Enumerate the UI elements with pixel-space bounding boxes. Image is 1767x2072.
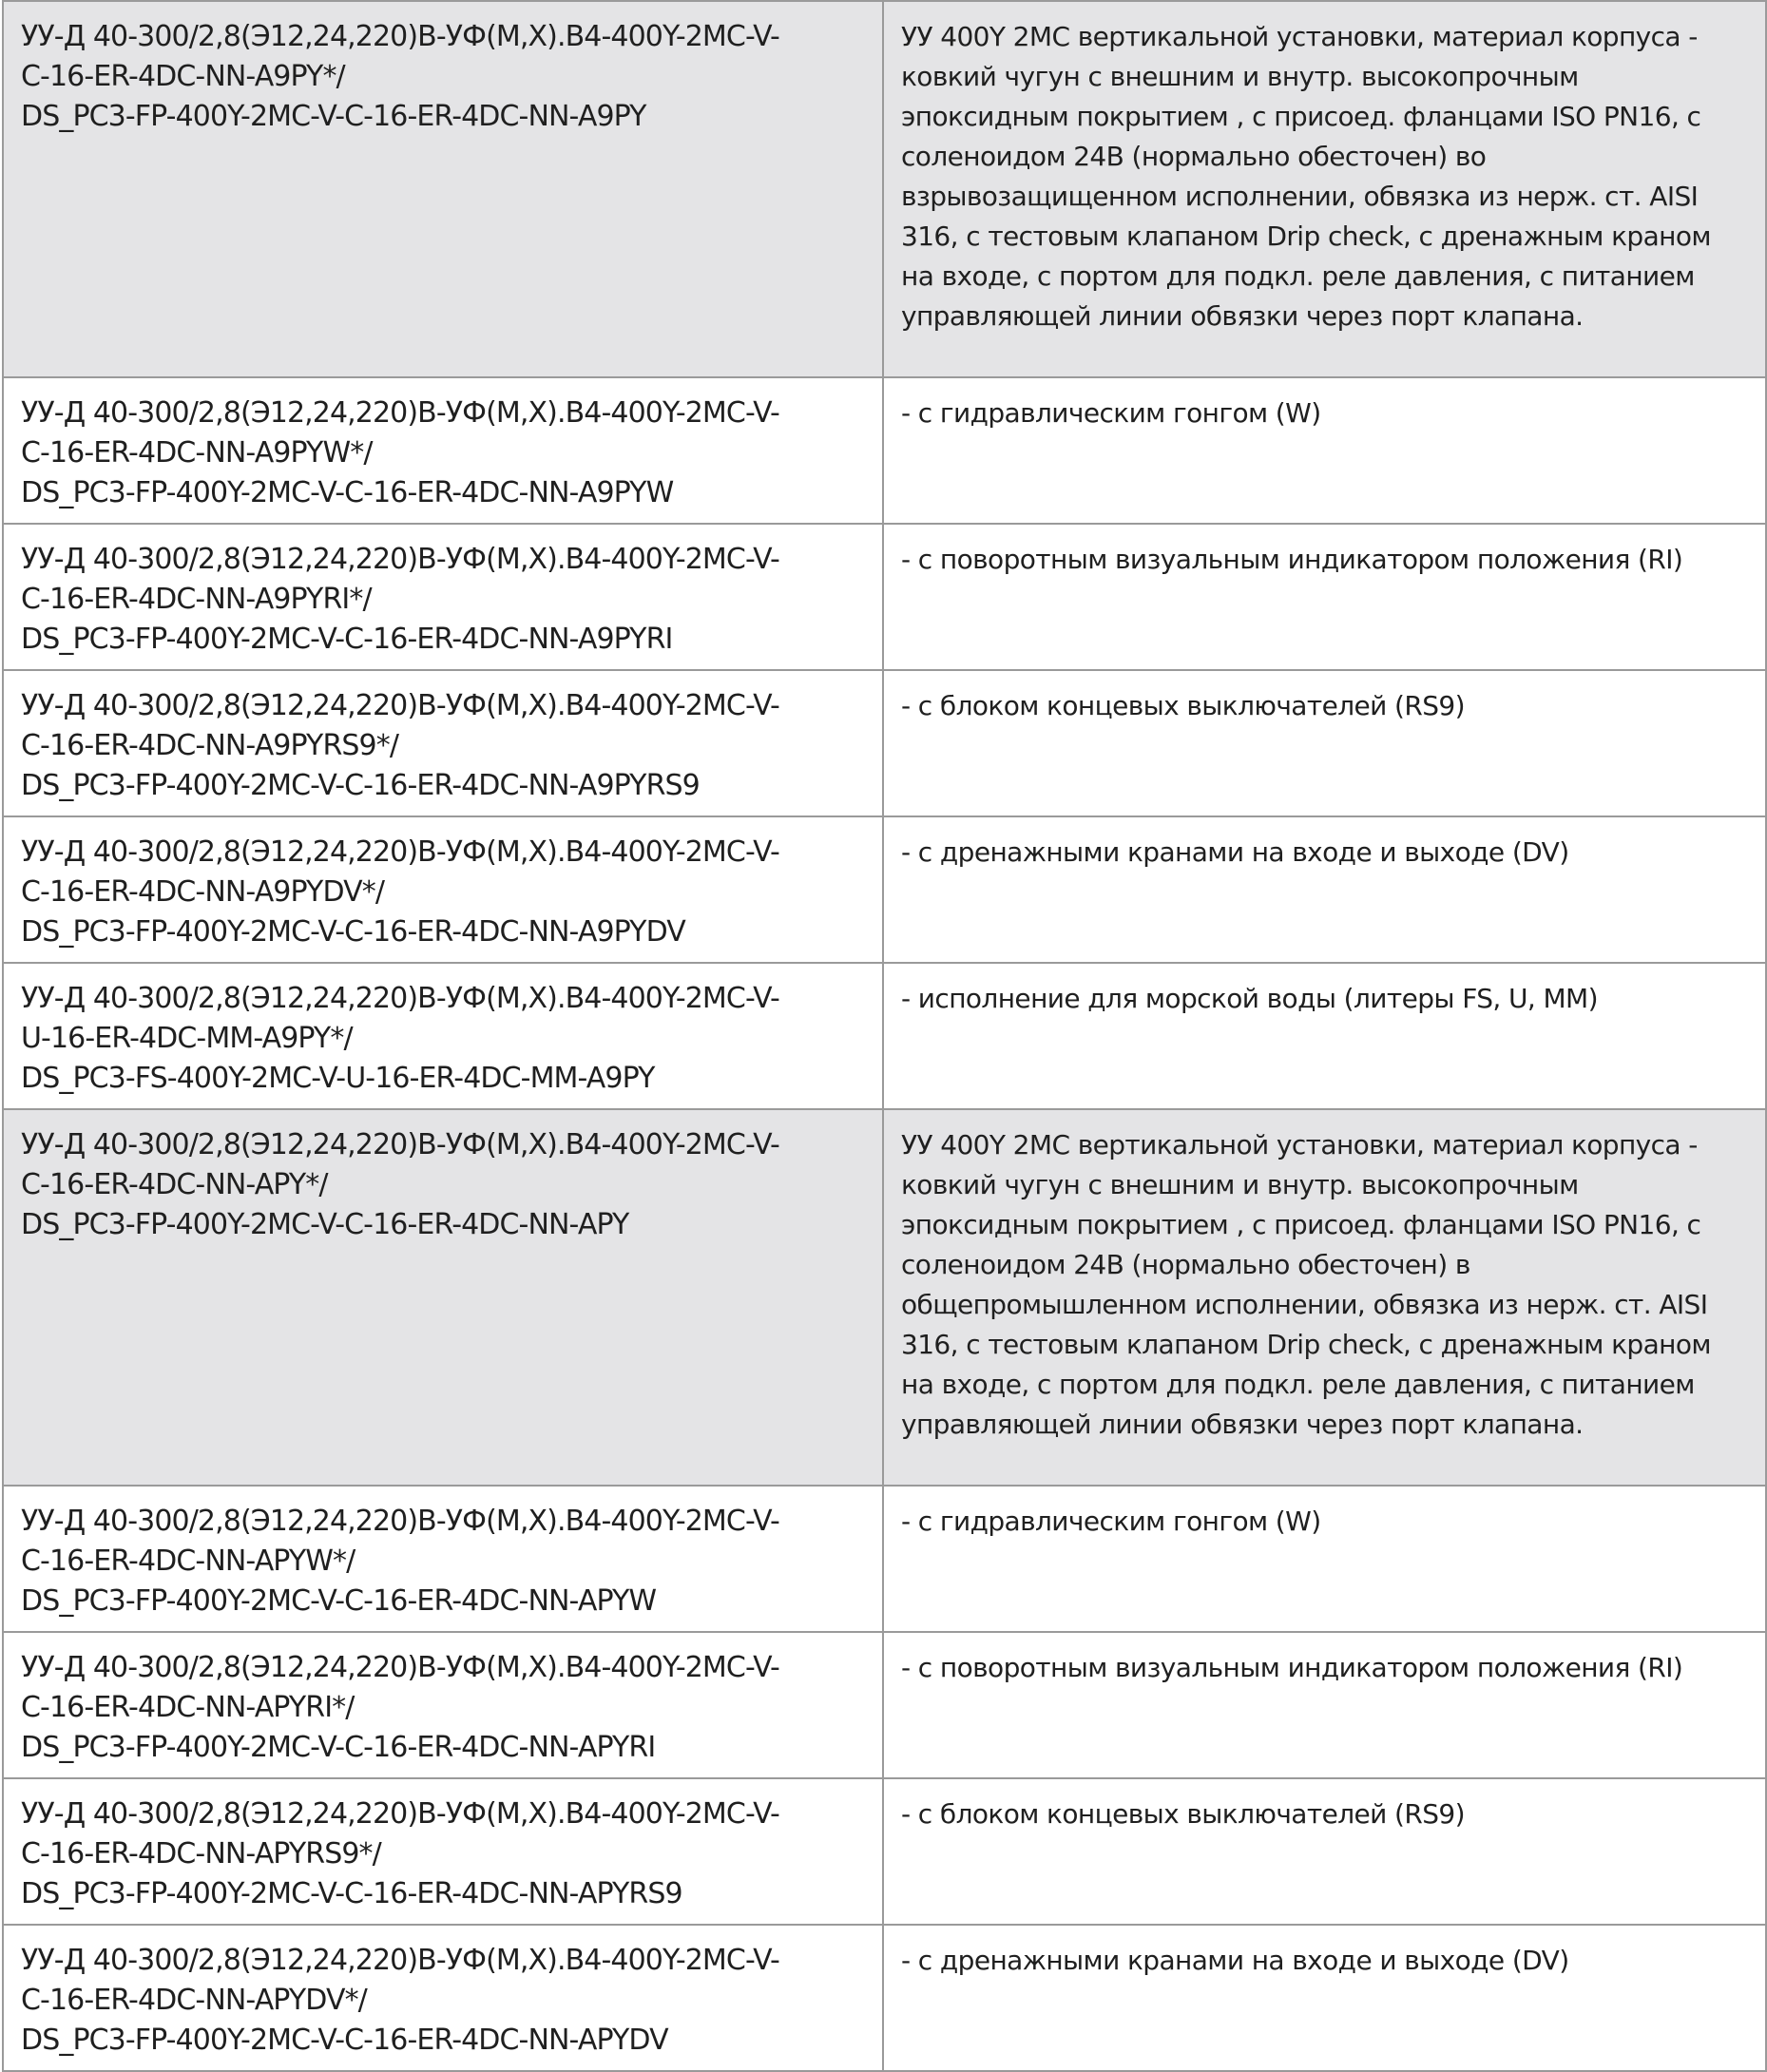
code-line: УУ-Д 40-300/2,8(Э12,24,220)В-УФ(М,Х).В4-400Y-2MC-V- (21, 1128, 779, 1161)
code-line: C-16-ER-4DC-NN-A9PYRS9*/ (21, 729, 399, 762)
code-line: DS_PC3-FP-400Y-2MC-V-C-16-ER-4DC-NN-A9PYRS9 (21, 769, 700, 802)
table-row (3, 816, 1766, 963)
description-cell (883, 1, 1766, 377)
code-line: DS_PC3-FP-400Y-2MC-V-C-16-ER-4DC-NN-APYDV (21, 2024, 668, 2057)
code-cell (3, 816, 883, 963)
code-line: УУ-Д 40-300/2,8(Э12,24,220)В-УФ(М,Х).В4-400Y-2MC-V- (21, 835, 779, 869)
code-cell (3, 1486, 883, 1632)
code-cell (3, 377, 883, 524)
code-line: U-16-ER-4DC-MM-A9PY*/ (21, 1022, 353, 1055)
description-cell (883, 1486, 1766, 1632)
code-line: УУ-Д 40-300/2,8(Э12,24,220)В-УФ(М,Х).В4-400Y-2MC-V- (21, 982, 779, 1015)
description-cell (883, 1925, 1766, 2071)
description-text: - с блоком концевых выключателей (RS9) (901, 1798, 1465, 1830)
code-cell (3, 1109, 883, 1486)
code-line: УУ-Д 40-300/2,8(Э12,24,220)В-УФ(М,Х).В4-400Y-2MC-V- (21, 1505, 779, 1538)
description-cell (883, 1778, 1766, 1925)
description-text: - с гидравлическим гонгом (W) (901, 397, 1321, 429)
code-line: C-16-ER-4DC-NN-APY*/ (21, 1168, 328, 1201)
code-line: УУ-Д 40-300/2,8(Э12,24,220)В-УФ(М,Х).В4-400Y-2MC-V- (21, 1651, 779, 1684)
description-cell (883, 1109, 1766, 1486)
description-cell (883, 377, 1766, 524)
code-line: УУ-Д 40-300/2,8(Э12,24,220)В-УФ(М,Х).В4-400Y-2MC-V- (21, 1944, 779, 1977)
code-cell (3, 524, 883, 670)
code-line: DS_PC3-FP-400Y-2MC-V-C-16-ER-4DC-NN-APYRS9 (21, 1877, 682, 1910)
table-row (3, 670, 1766, 816)
code-line: C-16-ER-4DC-NN-APYW*/ (21, 1544, 355, 1578)
code-line: DS_PC3-FP-400Y-2MC-V-C-16-ER-4DC-NN-APYW (21, 1584, 657, 1618)
code-cell (3, 1632, 883, 1778)
code-line: DS_PC3-FP-400Y-2MC-V-C-16-ER-4DC-NN-A9PY (21, 100, 646, 133)
description-text: - с блоком концевых выключателей (RS9) (901, 690, 1465, 721)
table-row-main (3, 1109, 1766, 1486)
code-line: DS_PC3-FP-400Y-2MC-V-C-16-ER-4DC-NN-APYRI (21, 1731, 656, 1764)
description-text: УУ 400Y 2MC вертикальной установки, материал корпуса - ковкий чугун с внешним и внутр. высокопрочным эпоксидным покрытием , с присоед. фланцами ISO PN16, с соленоидом 24В (нормально обесточен) во взрывозащищенном исполнении, обвязка из нерж. ст. AISI 316, с тестовым клапаном Drip check, с дренажным краном на входе, с портом для подкл. реле давления, с питанием управляющей линии обвязки через порт клапана. (901, 21, 1711, 332)
code-line: C-16-ER-4DC-NN-APYRI*/ (21, 1691, 355, 1724)
code-line: C-16-ER-4DC-NN-A9PYDV*/ (21, 875, 385, 909)
code-line: DS_PC3-FP-400Y-2MC-V-C-16-ER-4DC-NN-A9PYDV (21, 915, 685, 949)
code-line: C-16-ER-4DC-NN-A9PYRI*/ (21, 583, 372, 616)
code-line: УУ-Д 40-300/2,8(Э12,24,220)В-УФ(М,Х).В4-400Y-2MC-V- (21, 1797, 779, 1831)
code-line: УУ-Д 40-300/2,8(Э12,24,220)В-УФ(М,Х).В4-400Y-2MC-V- (21, 20, 779, 53)
code-line: C-16-ER-4DC-NN-APYDV*/ (21, 1984, 367, 2017)
description-text: - исполнение для морской воды (литеры FS, U, MM) (901, 983, 1598, 1014)
code-line: DS_PC3-FP-400Y-2MC-V-C-16-ER-4DC-NN-APY (21, 1208, 629, 1241)
description-text: - с дренажными кранами на входе и выходе (DV) (901, 836, 1569, 868)
description-cell (883, 816, 1766, 963)
description-cell (883, 670, 1766, 816)
table-row (3, 1632, 1766, 1778)
table-row (3, 1486, 1766, 1632)
code-line: УУ-Д 40-300/2,8(Э12,24,220)В-УФ(М,Х).В4-400Y-2MC-V- (21, 396, 779, 430)
table-row-main (3, 1, 1766, 377)
code-line: C-16-ER-4DC-NN-APYRS9*/ (21, 1837, 381, 1871)
code-line: DS_PC3-FP-400Y-2MC-V-C-16-ER-4DC-NN-A9PYW (21, 476, 674, 509)
table-row (3, 1778, 1766, 1925)
description-text: - с гидравлическим гонгом (W) (901, 1506, 1321, 1537)
description-text: - с поворотным визуальным индикатором положения (RI) (901, 1652, 1683, 1683)
code-line: УУ-Д 40-300/2,8(Э12,24,220)В-УФ(М,Х).В4-400Y-2MC-V- (21, 543, 779, 576)
description-text: - с поворотным визуальным индикатором положения (RI) (901, 544, 1683, 575)
code-cell (3, 1925, 883, 2071)
description-cell (883, 963, 1766, 1109)
description-text: УУ 400Y 2MC вертикальной установки, материал корпуса - ковкий чугун с внешним и внутр. высокопрочным эпоксидным покрытием , с присоед. фланцами ISO PN16, с соленоидом 24В (нормально обесточен) в общепромышленном исполнении, обвязка из нерж. ст. AISI 316, с тестовым клапаном Drip check, с дренажным краном на входе, с портом для подкл. реле давления, с питанием управляющей линии обвязки через порт клапана. (901, 1129, 1711, 1440)
code-cell (3, 963, 883, 1109)
description-cell (883, 1632, 1766, 1778)
code-cell (3, 670, 883, 816)
table-row (3, 963, 1766, 1109)
description-text: - с дренажными кранами на входе и выходе (DV) (901, 1945, 1569, 1976)
table-row (3, 377, 1766, 524)
spec-table (2, 0, 1767, 2072)
code-cell (3, 1778, 883, 1925)
description-cell (883, 524, 1766, 670)
table-row (3, 524, 1766, 670)
table-row (3, 1925, 1766, 2071)
code-line: УУ-Д 40-300/2,8(Э12,24,220)В-УФ(М,Х).В4-400Y-2MC-V- (21, 689, 779, 722)
code-line: C-16-ER-4DC-NN-A9PY*/ (21, 60, 345, 93)
code-cell (3, 1, 883, 377)
code-line: C-16-ER-4DC-NN-A9PYW*/ (21, 436, 373, 470)
code-line: DS_PC3-FS-400Y-2MC-V-U-16-ER-4DC-MM-A9PY (21, 1062, 655, 1095)
code-line: DS_PC3-FP-400Y-2MC-V-C-16-ER-4DC-NN-A9PYRI (21, 623, 673, 656)
